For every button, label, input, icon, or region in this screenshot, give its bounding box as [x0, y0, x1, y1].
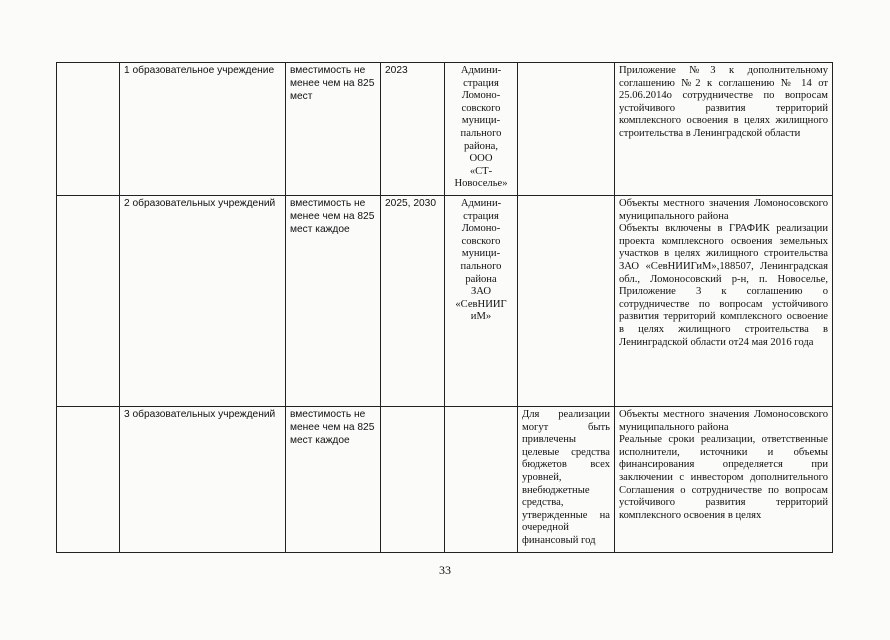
object-cell: 2 образовательных учреждений — [120, 196, 286, 407]
object-cell: 1 образовательное учреждение — [120, 63, 286, 196]
parameter-cell: вместимость не менее чем на 825 мест каждое — [286, 196, 381, 407]
note-cell: Объекты местного значения Ломоносовского муниципального района Реальные сроки реализации, ответственные исполнители, источники и объемы финансирования определяется при заключении с инвестором дополнительного Соглашения о сотрудничестве по вопросам устойчивого развития территорий комплексного освоения в целях — [615, 407, 833, 553]
empty-cell — [57, 407, 120, 553]
page-number: 33 — [439, 563, 451, 577]
table-row — [57, 196, 833, 407]
financing-cell — [518, 196, 615, 407]
year-cell — [381, 407, 445, 553]
responsible-cell: Админи- страция Ломоно- совского муници- пального района, ООО «СТ- Новоселье» — [445, 63, 518, 196]
table-row — [57, 63, 833, 196]
note-cell: Приложение №3 к дополнительному соглашению №2 к соглашению № 14 от 25.06.2014о сотрудничестве по вопросам устойчивого развития территорий комплексного освоения в целях жилищного строительства в Ленинградской области — [615, 63, 833, 196]
table-row — [57, 407, 833, 553]
empty-cell — [57, 196, 120, 407]
year-cell: 2025, 2030 — [381, 196, 445, 407]
responsible-cell — [445, 407, 518, 553]
document-table — [56, 62, 833, 553]
financing-cell: Для реализации могут быть привлечены целевые средства бюджетов всех уровней, внебюджетные средства, утвержденные на очередной финансовый год — [518, 407, 615, 553]
financing-cell — [518, 63, 615, 196]
object-cell: 3 образовательных учреждений — [120, 407, 286, 553]
parameter-cell: вместимость не менее чем на 825 мест каждое — [286, 407, 381, 553]
parameter-cell: вместимость не менее чем на 825 мест — [286, 63, 381, 196]
year-cell: 2023 — [381, 63, 445, 196]
responsible-cell: Админи- страция Ломоно- совского муници- пального района ЗАО «СевНИИГ иМ» — [445, 196, 518, 407]
note-cell: Объекты местного значения Ломоносовского муниципального района Объекты включены в ГРАФИК реализации проекта комплексного освоения земельных участков в целях жилищного строительства ЗАО «СевНИИГиМ»,188507, Ленинградская обл., Ломоносовский р-н, п. Новоселье, Приложение 3 к соглашению о сотрудничестве по вопросам устойчивого развития территорий комплексного освоение в целях жилищного строительства в Ленинградской области от24 мая 2016 года — [615, 196, 833, 407]
empty-cell — [57, 63, 120, 196]
